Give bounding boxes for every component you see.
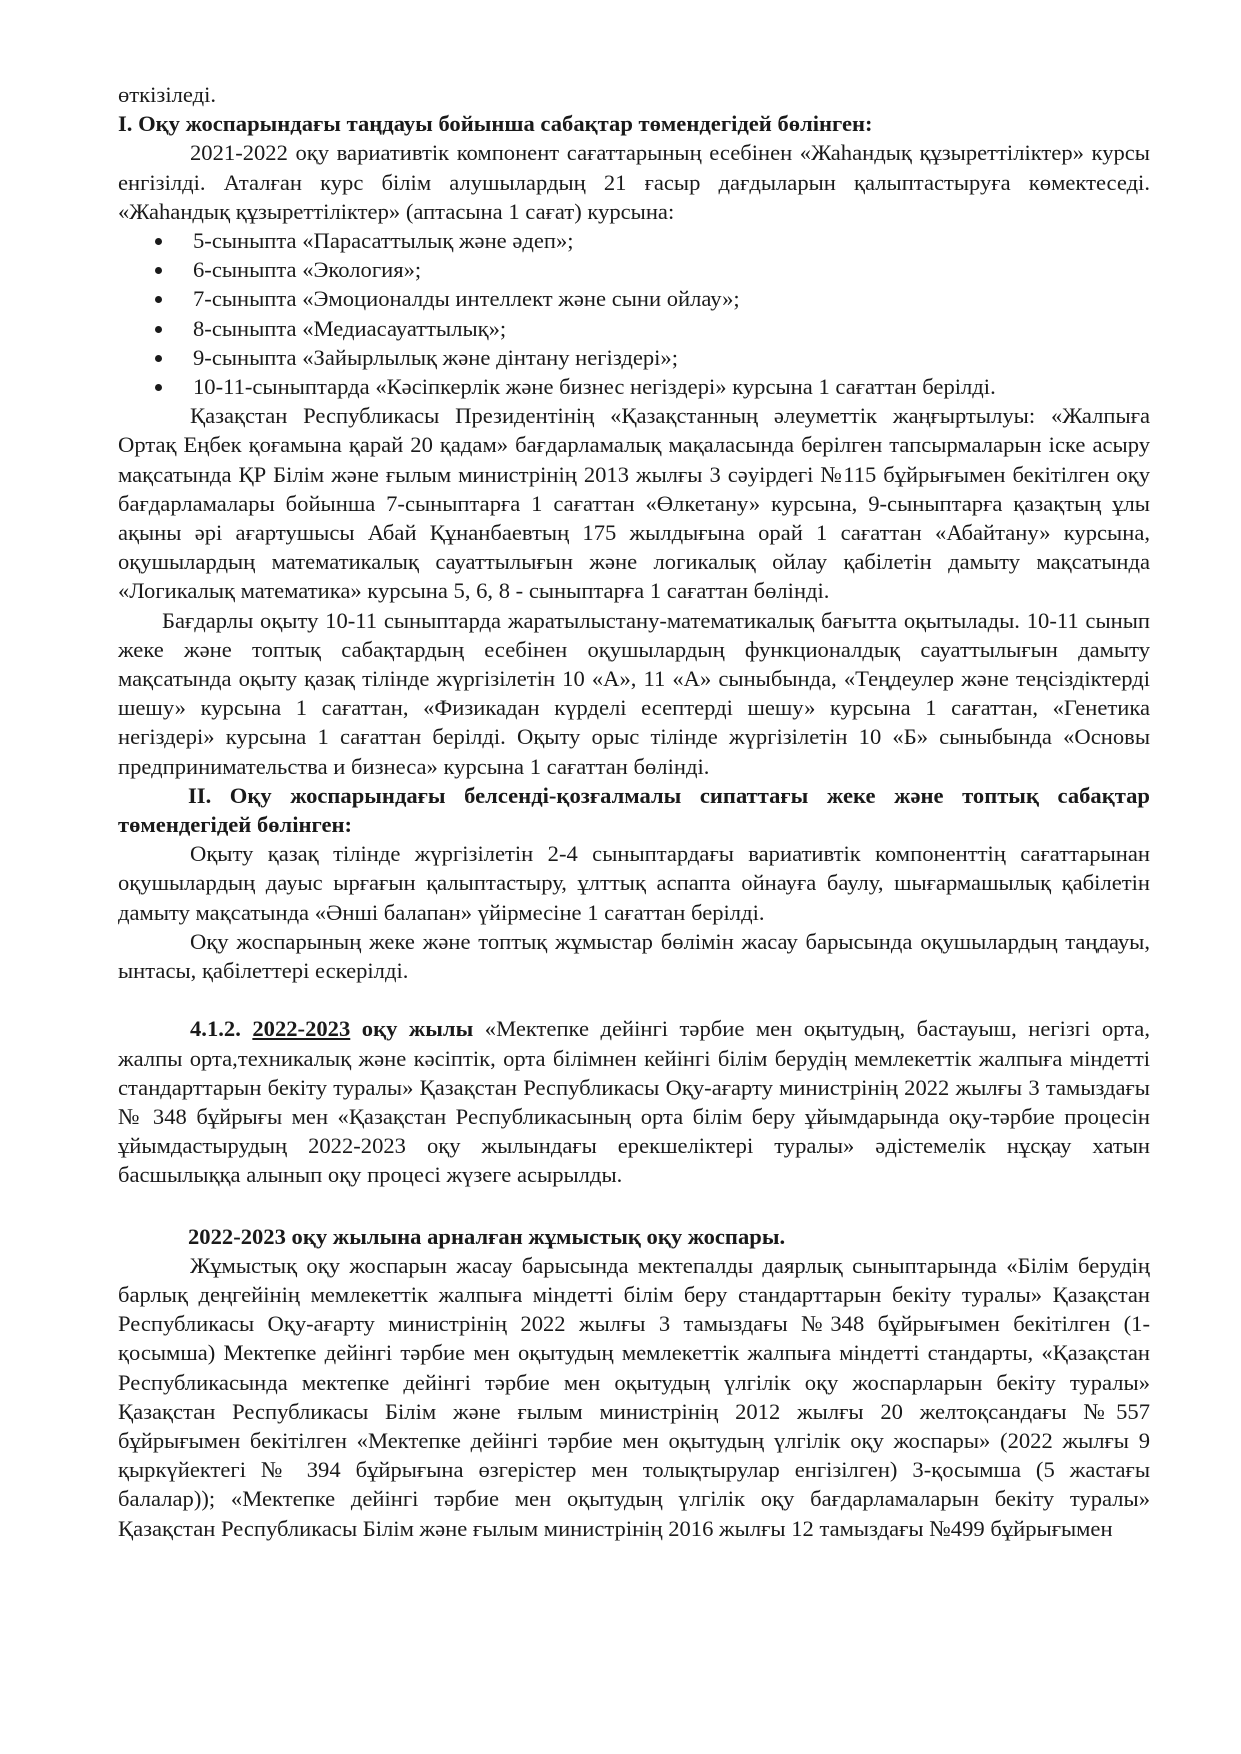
intro-fragment: өткізіледі. [118,82,217,107]
bullet-icon [155,267,162,274]
bullet-item [118,226,1150,255]
section1-paragraph-1: 2021-2022 оқу вариативтік компонент сағаттарының есебінен «Жаһандық құзыреттіліктер» курсы енгізілді. Аталған курс білім алушылардың 21 ғасыр дағдыларын қалыптастыруға көмектеседі. «Жаһандық құзыреттіліктер» (аптасына 1 сағат) курсына: [118,140,1150,224]
section4-heading: 2022-2023 оқу жылына арналған жұмыстық оқу жоспары. [188,1223,786,1249]
blank-line [118,1190,1150,1222]
bullet-icon [155,326,162,333]
bullet-text: 10-11-сыныптарда «Кәсіпкерлік және бизнес негіздері» курсына 1 сағаттан берілді. [193,374,996,400]
section3-year: 2022-2023 [252,1016,351,1042]
bullet-icon [155,296,162,303]
bullet-item [118,372,1150,401]
bullet-icon [155,355,162,362]
section3-paragraph [118,1014,1150,1189]
section1-heading: I. Оқу жоспарындағы таңдауы бойынша сабақтар төмендегідей бөлінген: [118,111,873,137]
bullet-item [118,314,1150,343]
bullet-item [118,255,1150,284]
bullet-text: 5-сыныпта «Парасаттылық және әдеп»; [193,228,574,254]
course-bullet-list [118,226,1150,401]
bullet-text: 6-сыныпта «Экология»; [193,257,422,283]
blank-line [118,985,1150,1014]
bullet-text: 8-сыныпта «Медиасауаттылық»; [193,315,507,341]
bullet-item [118,343,1150,372]
section4-paragraph-1: Жұмыстық оқу жоспарын жасау барысында мектепалды даярлық сыныптарында «Білім берудің барлық деңгейінің мемлекеттік жалпыға міндетті білім беру стандарттарын бекіту туралы» Қазақстан Республикасы Оқу-ағарту министрінің 2022 жылғы 3 тамыздағы №348 бұйрығымен бекітілген (1-қосымша) Мектепке дейінгі тәрбие мен оқытудың мемлекеттік жалпыға міндетті стандарты, «Қазақстан Республикасында мектепке дейінгі тәрбие мен оқытудың үлгілік оқу жоспарларын бекіту туралы» Қазақстан Республикасы Білім және ғылым министрінің 2012 жылғы 20 желтоқсандағы №557 бұйрығымен бекітілген «Мектепке дейінгі тәрбие мен оқытудың үлгілік оқу жоспары» (2022 жылғы 9 қыркүйектегі № 394 бұйрығына өзгерістер мен толықтырулар енгізілген) 3-қосымша (5 жастағы балалар)); «Мектепке дейінгі тәрбие мен оқытудың үлгілік оқу бағдарламаларын бекіту туралы» Қазақстан Республикасы Білім және ғылым министрінің 2016 жылғы 12 тамыздағы №499 бұйрығымен [118,1252,1150,1541]
section2-paragraph-1: Оқыту қазақ тілінде жүргізілетін 2-4 сыныптардағы вариативтік компоненттің сағаттарынан оқушылардың дауыс ырғағын қалыптастыру, ұлттық аспапта ойнауға баулу, шығармашылық қабілетін дамыту мақсатында «Әнші балапан» үйірмесіне 1 сағаттан берілді. [118,841,1150,925]
section3-number: 4.1.2. [190,1016,241,1042]
document-page [118,80,1150,1543]
bullet-text: 9-сыныпта «Зайырлылық және дінтану негіздері»; [193,344,679,370]
bullet-text: 7-сыныпта «Эмоционалды интеллект және сыни ойлау»; [193,286,740,312]
section2-heading: II. Оқу жоспарындағы белсенді-қозғалмалы сипаттағы жеке және топтық сабақтар төмендегідей бөлінген: [118,782,1150,838]
section1-paragraph-3: Бағдарлы оқыту 10-11 сыныптарда жаратылыстану-математикалық бағытта оқытылады. 10-11 сынып жеке және топтық сабақтардың есебінен оқушылардың функционалдық сауаттылығын дамыту мақсатында оқыту қазақ тілінде жүргізілетін 10 «А», 11 «А» сыныбында, «Теңдеулер және теңсіздіктерді шешу» курсына 1 сағаттан, «Физикадан күрделі есептерді шешу» курсына 1 сағаттан, «Генетика негіздері» курсына 1 сағаттан берілді. Оқыту орыс тілінде жүргізілетін 10 «Б» сыныбында «Основы предпринимательства и бизнеса» курсына 1 сағаттан бөлінді. [118,607,1150,779]
section3-text: «Мектепке дейінгі тәрбие мен оқытудың, бастауыш, негізгі орта, жалпы орта,техникалық және кәсіптік, орта білімнен кейінгі білім берудің мемлекеттік жалпыға міндетті стандарттарын бекіту туралы» Қазақстан Республикасы Оқу-ағарту министрінің 2022 жылғы 3 тамыздағы № 348 бұйрығы мен «Қазақстан Республикасының орта білім беру ұйымдарында оқу-тәрбие процесін ұйымдастырудың 2022-2023 оқу жылындағы ерекшеліктері туралы» әдістемелік нұсқау хатын басшылыққа алынып оқу процесі жүзеге асырылды. [118,1016,1150,1188]
bullet-icon [155,238,162,245]
section2-paragraph-2: Оқу жоспарының жеке және топтық жұмыстар бөлімін жасау барысында оқушылардың таңдауы, ынтасы, қабілеттері ескерілді. [118,928,1150,984]
bullet-icon [155,384,162,391]
bullet-item [118,284,1150,313]
section1-paragraph-2: Қазақстан Республикасы Президентінің «Қазақстанның әлеуметтік жаңғыртылуы: «Жалпыға Ортақ Еңбек қоғамына қарай 20 қадам» бағдарламалық мақаласында берілген тапсырмаларын іске асыру мақсатында ҚР Білім және ғылым министрінің 2013 жылғы 3 сәуірдегі №115 бұйрығымен бекітілген оқу бағдарламалары бойынша 7-сыныптарға 1 сағаттан «Өлкетану» курсына, 9-сыныптарға қазақтың ұлы ақыны әрі ағартушысы Абай Құнанбаевтың 175 жылдығына орай 1 сағаттан «Абайтану» курсына, оқушылардың математикалық сауаттылығын және логикалық ойлау қабілетін дамыту мақсатында «Логикалық математика» курсына 5, 6, 8 - сыныптарға 1 сағаттан бөлінді. [118,403,1150,604]
section3-year-suffix: оқу жылы [361,1016,474,1042]
